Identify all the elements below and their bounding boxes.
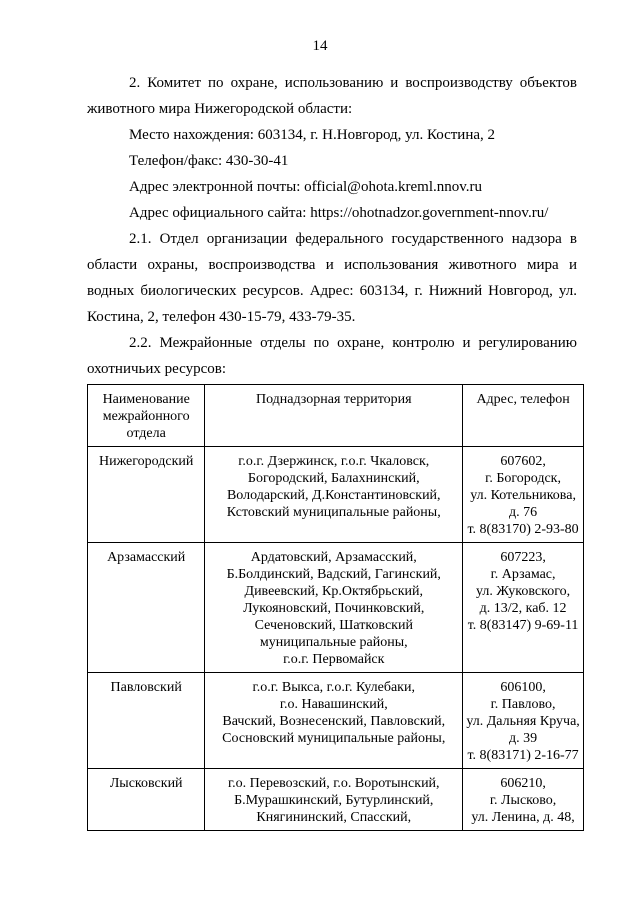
offices-table	[87, 384, 584, 831]
subsection-2-2: 2.2. Межрайонные отделы по охране, контролю и регулированию охотничьих ресурсов:	[87, 335, 577, 377]
office-name: Лысковский	[88, 769, 205, 831]
table-row	[88, 769, 584, 831]
address-cell: 607223, г. Арзамас, ул. Жуковского, д. 13/2, каб. 12 т. 8(83147) 9-69-11	[463, 543, 584, 673]
address-cell: 606100, г. Павлово, ул. Дальняя Круча, д. 39 т. 8(83171) 2-16-77	[463, 673, 584, 769]
address-cell: 607602, г. Богородск, ул. Котельникова, д. 76 т. 8(83170) 2-93-80	[463, 447, 584, 543]
office-name: Павловский	[88, 673, 205, 769]
table-row	[88, 673, 584, 769]
territory-cell: г.о.г. Выкса, г.о.г. Кулебаки, г.о. Навашинский, Вачский, Вознесенский, Павловский, Сосновский муниципальные районы,	[205, 673, 463, 769]
table-header-row	[88, 385, 584, 447]
table-row	[88, 543, 584, 673]
table-row	[88, 447, 584, 543]
page-number: 14	[312, 38, 328, 54]
address-cell: 606210, г. Лысково, ул. Ленина, д. 48,	[463, 769, 584, 831]
header-address: Адрес, телефон	[463, 385, 584, 447]
header-territory: Поднадзорная территория	[205, 385, 463, 447]
subsection-2-1: 2.1. Отдел организации федерального государственного надзора в области охраны, воспроизводства и использования животного мира и водных биологических ресурсов. Адрес: 603134, г. Нижний Новгород, ул. Костина, 2, телефон 430-15-79, 433-79-35.	[87, 231, 577, 325]
territory-cell: г.о. Перевозский, г.о. Воротынский, Б.Мурашкинский, Бутурлинский, Княгининский, Спасский,	[205, 769, 463, 831]
email-line: Адрес электронной почты: official@ohota.kreml.nnov.ru	[129, 179, 483, 195]
website-line: Адрес официального сайта: https://ohotnadzor.government-nnov.ru/	[129, 205, 549, 221]
location-line: Место нахождения: 603134, г. Н.Новгород, ул. Костина, 2	[129, 127, 496, 143]
office-name: Нижегородский	[88, 447, 205, 543]
territory-cell: Ардатовский, Арзамасский, Б.Болдинский, Вадский, Гагинский, Дивеевский, Кр.Октябрьский, Лукояновский, Починковский, Сеченовский, Шатковский муниципальные районы, г.о.г. Первомайск	[205, 543, 463, 673]
office-name: Арзамасский	[88, 543, 205, 673]
header-office-name: Наименование межрайонного отдела	[88, 385, 205, 447]
phone-fax-line: Телефон/факс: 430-30-41	[129, 153, 289, 169]
section-2-heading: 2. Комитет по охране, использованию и воспроизводству объектов животного мира Нижегородской области:	[87, 75, 577, 117]
territory-cell: г.о.г. Дзержинск, г.о.г. Чкаловск, Богородский, Балахнинский, Володарский, Д.Константиновский, Кстовский муниципальные районы,	[205, 447, 463, 543]
